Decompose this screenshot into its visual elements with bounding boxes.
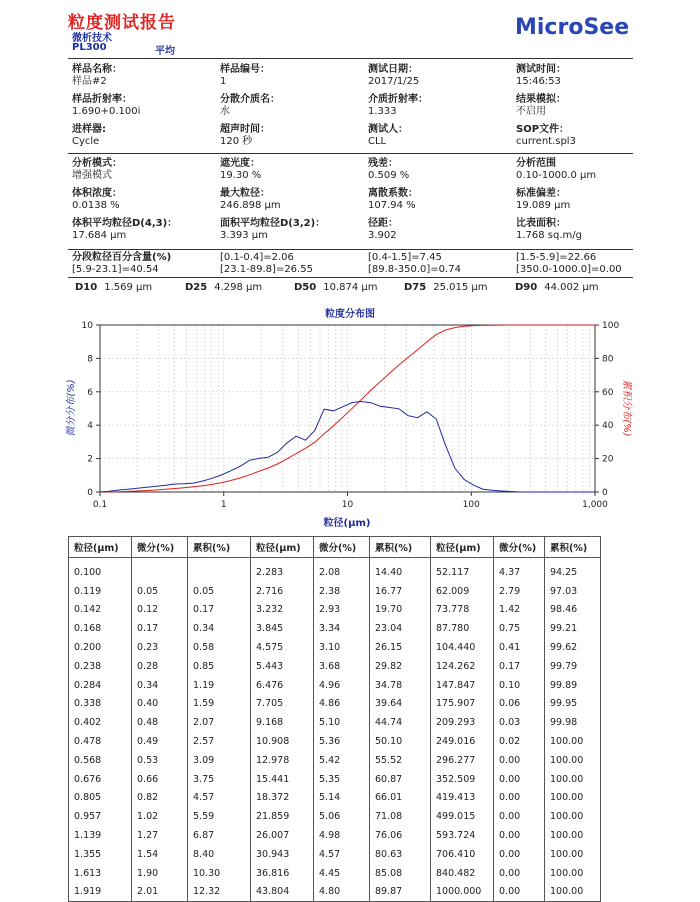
table-cell: 0.805 — [69, 789, 132, 808]
table-cell: 2.283 — [251, 558, 314, 582]
table-cell: 0.40 — [132, 695, 188, 714]
divider — [68, 249, 633, 250]
info-cell: 面积平均粒径D(3,2)： 3.393 μm — [220, 218, 326, 241]
table-row — [69, 619, 601, 638]
table-cell: 55.52 — [370, 751, 431, 770]
table-cell: 100.00 — [545, 789, 601, 808]
table-cell: 76.06 — [370, 826, 431, 845]
y-left-tick-label: 4 — [87, 421, 93, 432]
table-cell: 4.98 — [314, 826, 370, 845]
y-right-tick-label: 80 — [602, 354, 614, 365]
x-tick-label: 10 — [341, 500, 354, 510]
table-cell: 3.68 — [314, 657, 370, 676]
info-cell: 测试时间： 15:46:53 — [516, 64, 566, 87]
table-cell: 60.87 — [370, 770, 431, 789]
y-left-tick-label: 6 — [87, 387, 93, 398]
d50-value: D50 10.874 μm — [294, 282, 378, 293]
table-cell: 23.04 — [370, 619, 431, 638]
table-cell: 5.35 — [314, 770, 370, 789]
table-row — [69, 582, 601, 601]
table-cell: 3.34 — [314, 619, 370, 638]
table-cell: 4.37 — [494, 558, 545, 582]
brand-logo: MicroSee — [515, 15, 630, 40]
table-cell: 30.943 — [251, 845, 314, 864]
table-cell: 99.98 — [545, 713, 601, 732]
table-cell: 5.443 — [251, 657, 314, 676]
table-cell: 12.978 — [251, 751, 314, 770]
info-cell: 结果模拟： 不启用 — [516, 94, 566, 117]
table-cell: 12.32 — [188, 883, 251, 902]
y-right-tick-label: 40 — [602, 421, 614, 432]
table-row — [69, 807, 601, 826]
col-header: 累积(%) — [188, 537, 251, 558]
table-cell: 0.17 — [494, 657, 545, 676]
report-title: 粒度测试报告 — [68, 13, 176, 33]
table-cell: 0.75 — [494, 619, 545, 638]
table-cell: 3.10 — [314, 638, 370, 657]
table-cell: 73.778 — [431, 601, 494, 620]
table-header — [69, 537, 601, 558]
table-row — [69, 751, 601, 770]
table-cell: 19.70 — [370, 601, 431, 620]
table-cell: 85.08 — [370, 864, 431, 883]
table-cell: 0.48 — [132, 713, 188, 732]
y-right-tick-label: 60 — [602, 387, 614, 398]
table-cell: 3.09 — [188, 751, 251, 770]
table-cell: 4.57 — [314, 845, 370, 864]
table-cell: 0.00 — [494, 864, 545, 883]
table-cell: 99.95 — [545, 695, 601, 714]
table-cell: 6.476 — [251, 676, 314, 695]
d10-value: D10 1.569 μm — [75, 282, 153, 293]
table-cell: 100.00 — [545, 807, 601, 826]
table-cell: 2.38 — [314, 582, 370, 601]
table-cell: 100.00 — [545, 864, 601, 883]
table-row — [69, 789, 601, 808]
table-cell: 43.804 — [251, 883, 314, 902]
table-cell: 2.79 — [494, 582, 545, 601]
table-cell: 0.23 — [132, 638, 188, 657]
info-cell: 体积平均粒径D(4,3)： 17.684 μm — [72, 218, 178, 241]
distribution-chart — [0, 300, 700, 532]
table-row — [69, 864, 601, 883]
table-cell: 66.01 — [370, 789, 431, 808]
info-cell: 遮光度： 19.30 % — [220, 158, 262, 181]
table-row — [69, 883, 601, 902]
table-cell: 0.200 — [69, 638, 132, 657]
info-cell: 标准偏差： 19.089 μm — [516, 188, 571, 211]
x-tick-label: 100 — [462, 500, 480, 510]
table-cell: 1.90 — [132, 864, 188, 883]
table-cell: 0.142 — [69, 601, 132, 620]
table-cell: 14.40 — [370, 558, 431, 582]
table-cell: 21.859 — [251, 807, 314, 826]
x-tick-label: 1,000 — [582, 500, 608, 510]
table-cell: 62.009 — [431, 582, 494, 601]
table-cell: 0.17 — [132, 619, 188, 638]
table-cell: 5.59 — [188, 807, 251, 826]
table-cell: 352.509 — [431, 770, 494, 789]
table-cell: 100.00 — [545, 883, 601, 902]
segment-percent: [1.5-5.9]=22.66 [350.0-1000.0]=0.00 — [516, 252, 622, 275]
divider — [68, 153, 633, 154]
table-cell: 0.00 — [494, 883, 545, 902]
table-cell: 0.00 — [494, 826, 545, 845]
table-cell: 2.07 — [188, 713, 251, 732]
table-cell: 0.03 — [494, 713, 545, 732]
info-cell: 最大粒径： 246.898 μm — [220, 188, 281, 211]
info-cell: 径距： 3.902 — [368, 218, 398, 241]
info-cell: 残差： 0.509 % — [368, 158, 410, 181]
table-cell: 0.00 — [494, 770, 545, 789]
table-cell: 0.49 — [132, 732, 188, 751]
table-cell: 0.284 — [69, 676, 132, 695]
table-cell: 0.66 — [132, 770, 188, 789]
table-cell: 175.907 — [431, 695, 494, 714]
info-cell: 超声时间： 120 秒 — [220, 124, 270, 147]
table-row — [69, 695, 601, 714]
table-cell: 100.00 — [545, 732, 601, 751]
info-cell: 样品折射率： 1.690+0.100i — [72, 94, 141, 117]
table-cell: 100.00 — [545, 751, 601, 770]
d90-value: D90 44.002 μm — [515, 282, 599, 293]
table-cell: 2.57 — [188, 732, 251, 751]
col-header: 微分(%) — [494, 537, 545, 558]
col-header: 累积(%) — [545, 537, 601, 558]
info-cell: 分析范围 0.10-1000.0 μm — [516, 158, 597, 181]
table-cell: 9.168 — [251, 713, 314, 732]
table-cell: 2.01 — [132, 883, 188, 902]
table-cell: 8.40 — [188, 845, 251, 864]
y-left-tick-label: 2 — [87, 454, 93, 465]
table-cell: 0.34 — [188, 619, 251, 638]
table-cell: 0.00 — [494, 807, 545, 826]
table-cell: 99.89 — [545, 676, 601, 695]
table-cell: 4.57 — [188, 789, 251, 808]
table-cell: 0.10 — [494, 676, 545, 695]
table-cell: 4.86 — [314, 695, 370, 714]
table-cell — [188, 558, 251, 582]
table-cell: 0.568 — [69, 751, 132, 770]
y-right-tick-label: 0 — [602, 488, 608, 498]
table-cell: 4.45 — [314, 864, 370, 883]
company-name: 微析技术 — [72, 33, 112, 44]
table-row — [69, 676, 601, 695]
table-cell: 3.845 — [251, 619, 314, 638]
table-cell: 5.42 — [314, 751, 370, 770]
info-cell: 样品编号： 1 — [220, 64, 270, 87]
table-cell: 1.54 — [132, 845, 188, 864]
table-cell: 5.36 — [314, 732, 370, 751]
result-mode: 平均 — [155, 46, 175, 57]
table-cell: 34.78 — [370, 676, 431, 695]
table-cell: 1.59 — [188, 695, 251, 714]
table-cell: 1.919 — [69, 883, 132, 902]
table-cell: 5.10 — [314, 713, 370, 732]
table-cell: 1.02 — [132, 807, 188, 826]
table-cell: 0.478 — [69, 732, 132, 751]
table-cell: 0.06 — [494, 695, 545, 714]
info-cell: 体积浓度： 0.0138 % — [72, 188, 122, 211]
segment-percent: [0.4-1.5]=7.45 [89.8-350.0]=0.74 — [368, 252, 461, 275]
info-cell: 比表面积： 1.768 sq.m/g — [516, 218, 583, 241]
table-cell: 0.168 — [69, 619, 132, 638]
col-header: 微分(%) — [132, 537, 188, 558]
table-cell: 44.74 — [370, 713, 431, 732]
info-cell: 介质折射率： 1.333 — [368, 94, 428, 117]
table-cell: 36.816 — [251, 864, 314, 883]
table-cell: 0.338 — [69, 695, 132, 714]
table-cell: 0.119 — [69, 582, 132, 601]
table-cell: 16.77 — [370, 582, 431, 601]
table-cell: 99.79 — [545, 657, 601, 676]
table-cell: 0.53 — [132, 751, 188, 770]
segment-percent: 分段粒径百分含量(%) [5.9-23.1]=40.54 — [72, 252, 172, 275]
table-cell: 0.12 — [132, 601, 188, 620]
col-header: 累积(%) — [370, 537, 431, 558]
right-axis-label: 累积分布(%) — [621, 379, 632, 437]
table-cell: 100.00 — [545, 770, 601, 789]
table-cell: 15.441 — [251, 770, 314, 789]
table-cell: 0.28 — [132, 657, 188, 676]
table-cell: 2.08 — [314, 558, 370, 582]
info-cell: 分析模式： 增强模式 — [72, 158, 122, 181]
table-cell: 249.016 — [431, 732, 494, 751]
divider — [68, 58, 633, 59]
info-cell: 样品名称： 样品#2 — [72, 64, 122, 87]
table-cell: 1000.000 — [431, 883, 494, 902]
left-axis-label: 微分分布(%) — [66, 379, 77, 437]
table-cell: 3.75 — [188, 770, 251, 789]
table-cell: 26.007 — [251, 826, 314, 845]
table-cell: 0.00 — [494, 751, 545, 770]
table-cell: 1.27 — [132, 826, 188, 845]
table-cell: 50.10 — [370, 732, 431, 751]
info-cell: 分散介质名： 水 — [220, 94, 280, 117]
table-cell: 0.676 — [69, 770, 132, 789]
table-cell: 6.87 — [188, 826, 251, 845]
table-cell: 2.93 — [314, 601, 370, 620]
table-cell: 99.62 — [545, 638, 601, 657]
y-right-tick-label: 20 — [602, 454, 614, 465]
table-row — [69, 770, 601, 789]
table-cell: 94.25 — [545, 558, 601, 582]
x-tick-label: 0.1 — [92, 500, 108, 510]
col-header: 粒径(μm) — [251, 537, 314, 558]
table-cell: 3.232 — [251, 601, 314, 620]
table-cell: 0.34 — [132, 676, 188, 695]
table-cell — [132, 558, 188, 582]
info-cell: 离散系数： 107.94 % — [368, 188, 418, 211]
y-right-tick-label: 100 — [602, 321, 620, 331]
data-table — [68, 536, 601, 902]
table-cell: 0.82 — [132, 789, 188, 808]
table-cell: 80.63 — [370, 845, 431, 864]
table-cell: 1.613 — [69, 864, 132, 883]
col-header: 粒径(μm) — [69, 537, 132, 558]
table-cell: 99.21 — [545, 619, 601, 638]
table-cell: 124.262 — [431, 657, 494, 676]
table-cell: 4.96 — [314, 676, 370, 695]
table-cell: 840.482 — [431, 864, 494, 883]
table-row — [69, 732, 601, 751]
divider — [68, 277, 633, 278]
table-cell: 0.05 — [188, 582, 251, 601]
col-header: 粒径(μm) — [431, 537, 494, 558]
table-cell: 100.00 — [545, 845, 601, 864]
table-cell: 87.780 — [431, 619, 494, 638]
table-row — [69, 558, 601, 582]
chart-title: 粒度分布图 — [325, 309, 375, 320]
table-cell: 1.19 — [188, 676, 251, 695]
info-cell: 测试日期： 2017/1/25 — [368, 64, 420, 87]
table-cell: 1.42 — [494, 601, 545, 620]
table-row — [69, 826, 601, 845]
table-cell: 5.14 — [314, 789, 370, 808]
table-cell: 104.440 — [431, 638, 494, 657]
table-cell: 0.402 — [69, 713, 132, 732]
table-cell: 0.957 — [69, 807, 132, 826]
table-cell: 706.410 — [431, 845, 494, 864]
table-cell: 0.02 — [494, 732, 545, 751]
table-cell: 147.847 — [431, 676, 494, 695]
info-cell: SOP文件： current.spl3 — [516, 124, 576, 147]
table-cell: 419.413 — [431, 789, 494, 808]
table-cell: 4.80 — [314, 883, 370, 902]
instrument-model: PL300 — [72, 42, 107, 53]
table-cell: 1.139 — [69, 826, 132, 845]
table-cell: 10.30 — [188, 864, 251, 883]
x-tick-label: 1 — [220, 500, 227, 510]
table-cell: 0.00 — [494, 845, 545, 864]
table-cell: 0.00 — [494, 789, 545, 808]
table-cell: 5.06 — [314, 807, 370, 826]
table-cell: 26.15 — [370, 638, 431, 657]
table-cell: 97.03 — [545, 582, 601, 601]
table-cell: 0.41 — [494, 638, 545, 657]
table-cell: 0.05 — [132, 582, 188, 601]
table-cell: 0.17 — [188, 601, 251, 620]
table-row — [69, 601, 601, 620]
y-left-tick-label: 8 — [87, 354, 93, 365]
table-cell: 296.277 — [431, 751, 494, 770]
table-cell: 1.355 — [69, 845, 132, 864]
col-header: 微分(%) — [314, 537, 370, 558]
table-row — [69, 845, 601, 864]
table-row — [69, 638, 601, 657]
table-cell: 593.724 — [431, 826, 494, 845]
table-cell: 4.575 — [251, 638, 314, 657]
segment-percent: [0.1-0.4]=2.06 [23.1-89.8]=26.55 — [220, 252, 313, 275]
table-cell: 71.08 — [370, 807, 431, 826]
table-cell: 10.908 — [251, 732, 314, 751]
x-axis-label: 粒径(μm) — [323, 518, 371, 529]
table-row — [69, 657, 601, 676]
y-left-tick-label: 10 — [81, 321, 93, 331]
table-cell: 7.705 — [251, 695, 314, 714]
table-cell: 0.85 — [188, 657, 251, 676]
d25-value: D25 4.298 μm — [185, 282, 263, 293]
table-cell: 18.372 — [251, 789, 314, 808]
y-left-tick-label: 0 — [87, 488, 93, 498]
table-cell: 499.015 — [431, 807, 494, 826]
table-row — [69, 713, 601, 732]
d75-value: D75 25.015 μm — [404, 282, 488, 293]
table-cell: 98.46 — [545, 601, 601, 620]
table-cell: 2.716 — [251, 582, 314, 601]
table-cell: 100.00 — [545, 826, 601, 845]
table-cell: 52.117 — [431, 558, 494, 582]
table-cell: 29.82 — [370, 657, 431, 676]
table-cell: 0.100 — [69, 558, 132, 582]
table-cell: 89.87 — [370, 883, 431, 902]
info-cell: 测试人： CLL — [368, 124, 408, 147]
info-cell: 进样器: Cycle — [72, 124, 106, 147]
table-cell: 39.64 — [370, 695, 431, 714]
table-cell: 0.58 — [188, 638, 251, 657]
table-cell: 209.293 — [431, 713, 494, 732]
table-cell: 0.238 — [69, 657, 132, 676]
